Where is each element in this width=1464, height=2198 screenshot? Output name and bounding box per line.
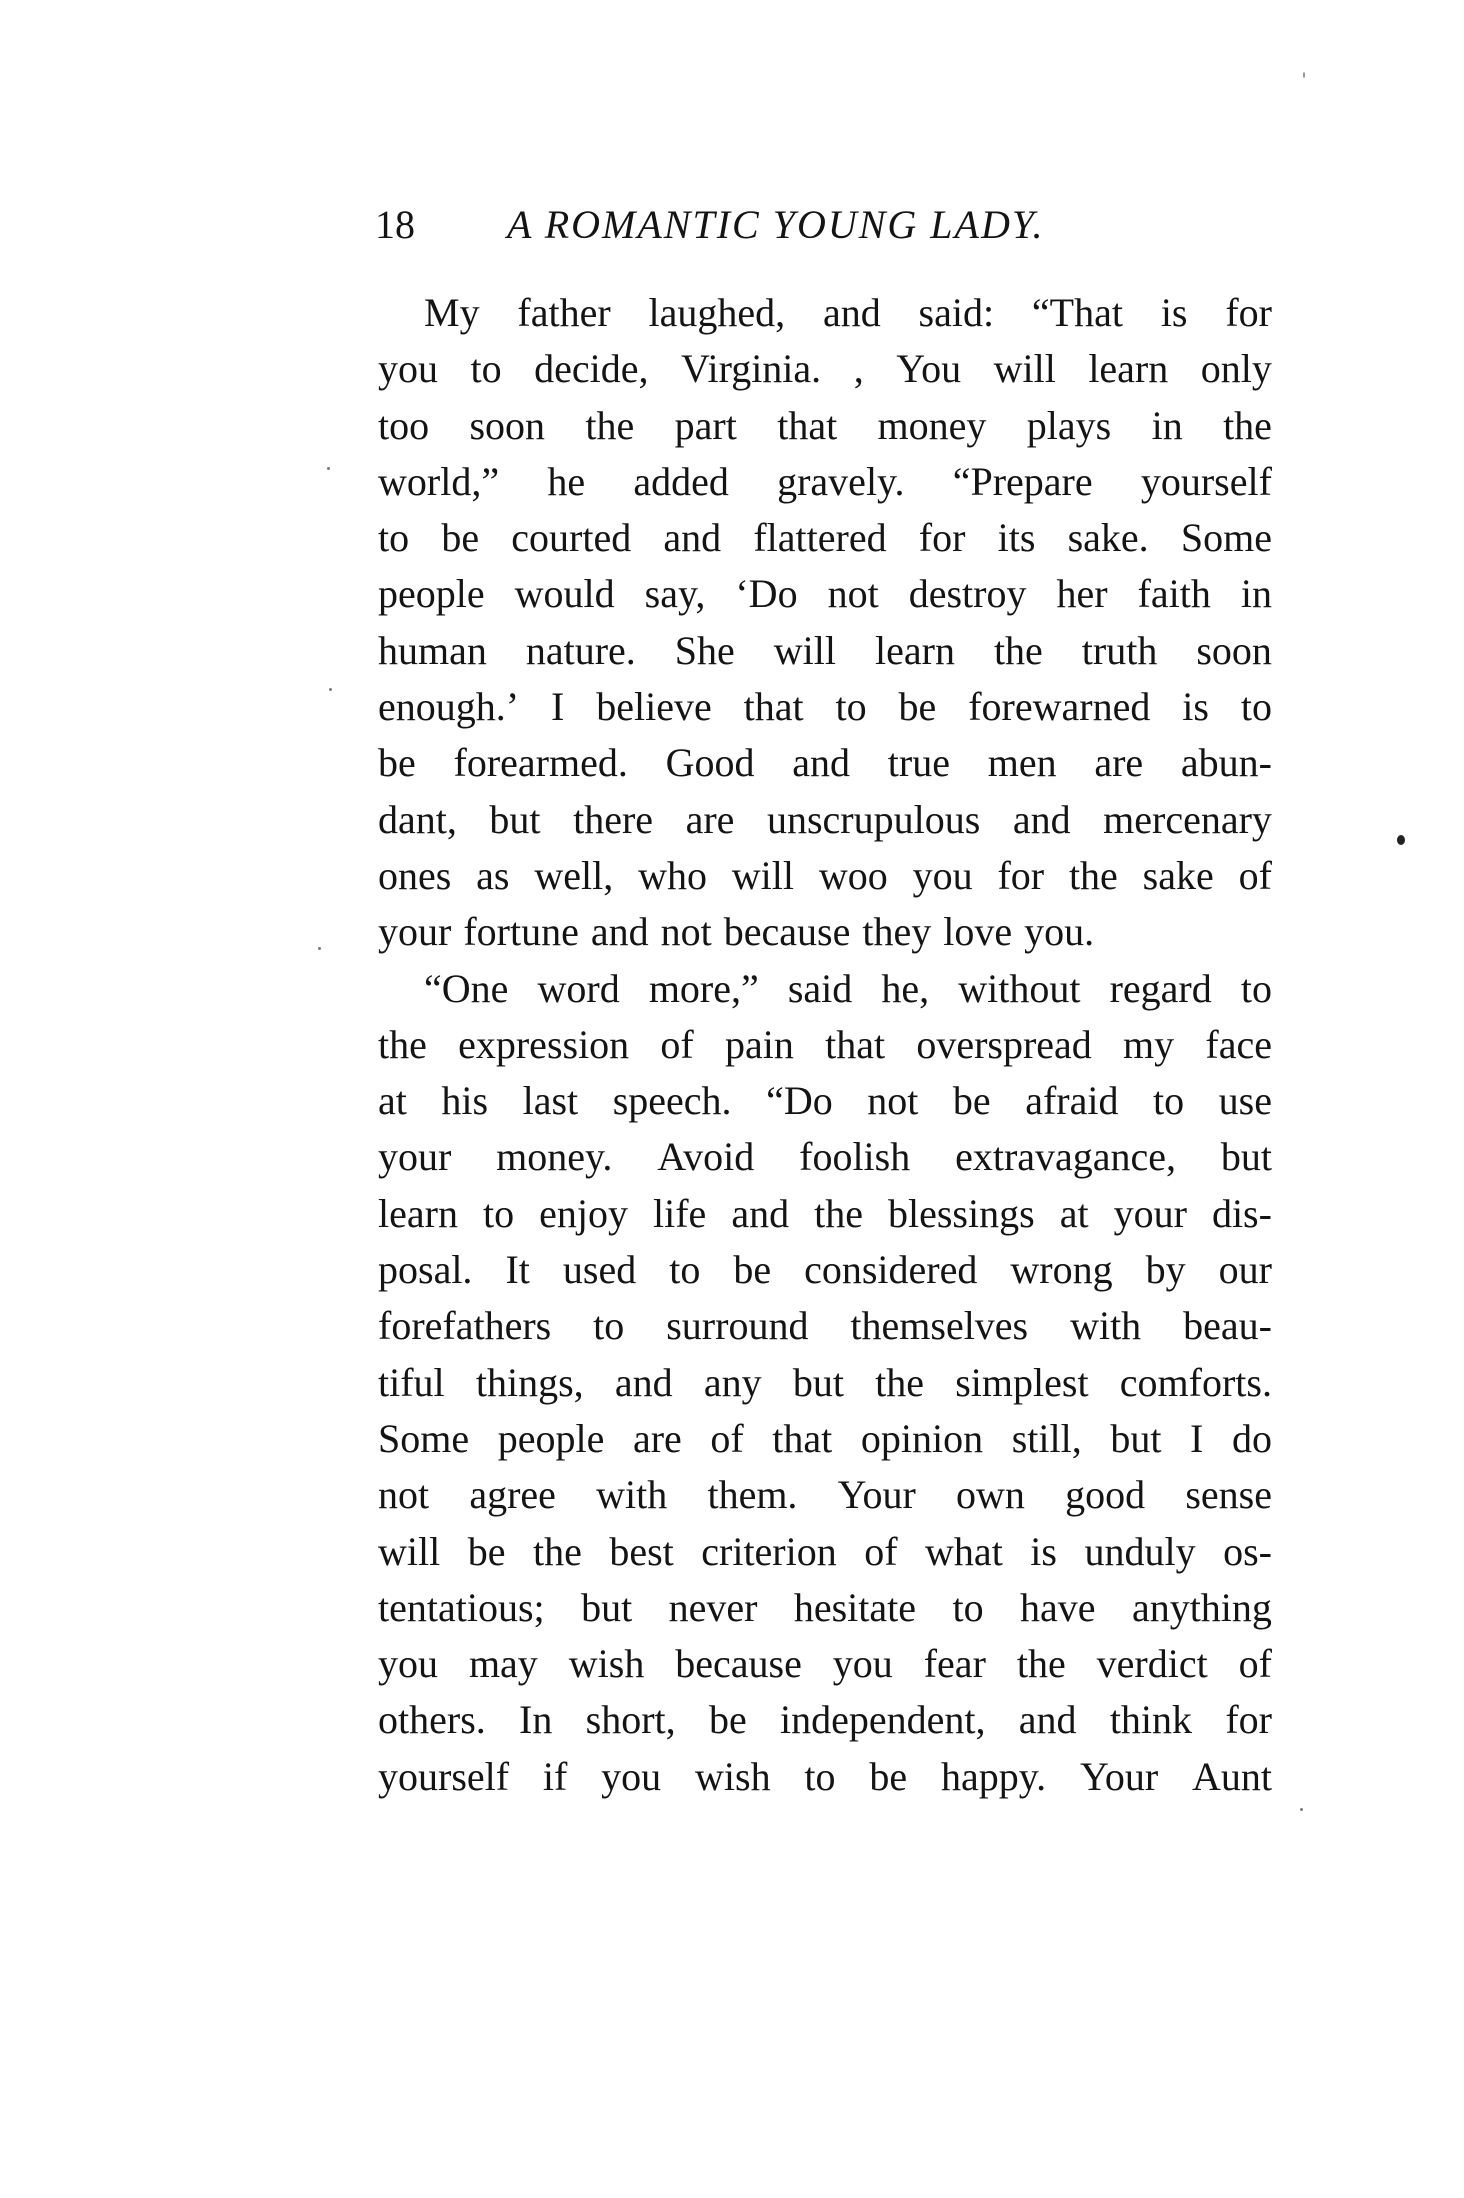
text-line: My father laughed, and said: “That is for bbox=[424, 290, 1272, 335]
text-line: tentatious; but never hesitate to have anything bbox=[378, 1584, 1272, 1630]
text-line: you to decide, Virginia. , You will learn only bbox=[378, 346, 1272, 392]
text-line: forefathers to surround themselves with beau- bbox=[378, 1303, 1272, 1349]
running-title: A ROMANTIC YOUNG LADY. bbox=[507, 202, 1045, 247]
text-line: not agree with them. Your own good sense bbox=[378, 1472, 1272, 1518]
text-line: your fortune and not because they love you. bbox=[378, 909, 1095, 955]
text-line: the expression of pain that overspread my face bbox=[378, 1021, 1272, 1067]
text-line: ones as well, who will woo you for the sake of bbox=[378, 852, 1272, 898]
text-line: will be the best criterion of what is unduly os- bbox=[378, 1528, 1272, 1574]
scan-speck bbox=[318, 947, 321, 950]
scan-speck bbox=[327, 467, 330, 470]
text-line: too soon the part that money plays in the bbox=[378, 402, 1272, 448]
text-line: be forearmed. Good and true men are abun- bbox=[378, 740, 1272, 786]
text-line: Some people are of that opinion still, but I do bbox=[378, 1415, 1272, 1461]
body-text bbox=[378, 285, 1272, 1805]
text-line: posal. It used to be considered wrong by our bbox=[378, 1247, 1272, 1293]
running-head bbox=[375, 195, 1275, 255]
text-line: “One word more,” said he, without regard to bbox=[424, 965, 1272, 1011]
text-line: people would say, ‘Do not destroy her faith in bbox=[378, 571, 1272, 617]
text-line: others. In short, be independent, and think for bbox=[378, 1697, 1272, 1743]
scan-speck bbox=[329, 688, 332, 691]
page-number: 18 bbox=[375, 202, 415, 247]
scan-speck bbox=[1397, 835, 1405, 845]
text-line: yourself if you wish to be happy. Your Aunt bbox=[378, 1753, 1272, 1799]
text-line: tiful things, and any but the simplest comforts. bbox=[378, 1359, 1272, 1405]
text-line: human nature. She will learn the truth soon bbox=[378, 627, 1272, 673]
text-line: at his last speech. “Do not be afraid to use bbox=[378, 1078, 1272, 1124]
text-line: your money. Avoid foolish extravagance, but bbox=[378, 1134, 1272, 1180]
text-line: learn to enjoy life and the blessings at your dis- bbox=[378, 1190, 1272, 1236]
text-line: world,” he added gravely. “Prepare yourself bbox=[378, 458, 1272, 504]
text-line: dant, but there are unscrupulous and mercenary bbox=[378, 796, 1272, 842]
text-line: to be courted and flattered for its sake. Some bbox=[378, 515, 1272, 561]
scan-speck bbox=[1303, 72, 1305, 78]
scan-speck bbox=[1300, 1808, 1303, 1811]
text-line: you may wish because you fear the verdict of bbox=[378, 1641, 1272, 1687]
text-line: enough.’ I believe that to be forewarned is to bbox=[378, 684, 1272, 730]
